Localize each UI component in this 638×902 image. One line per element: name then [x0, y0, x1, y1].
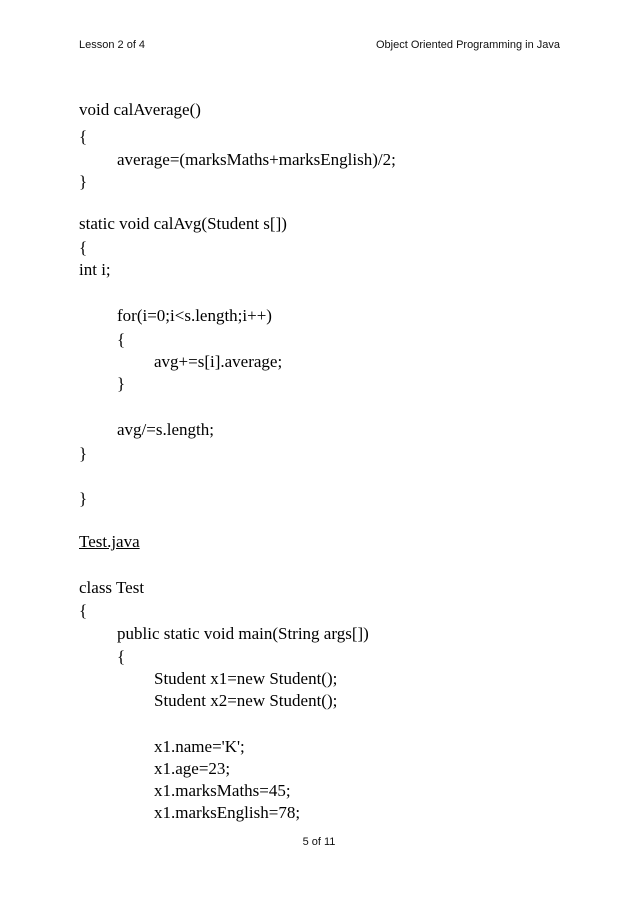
code-line: } — [79, 444, 88, 463]
code-line: { — [117, 330, 126, 349]
file-name-heading: Test.java — [79, 532, 140, 551]
code-line: avg+=s[i].average; — [154, 352, 283, 371]
code-line: for(i=0;i<s.length;i++) — [117, 306, 272, 325]
code-line: { — [79, 238, 88, 257]
code-line: x1.marksEnglish=78; — [154, 803, 301, 822]
header-lesson: Lesson 2 of 4 — [79, 39, 146, 51]
code-line: average=(marksMaths+marksEnglish)/2; — [117, 150, 396, 169]
code-line: x1.marksMaths=45; — [154, 781, 291, 800]
code-line: static void calAvg(Student s[]) — [79, 214, 287, 233]
code-line: } — [117, 374, 126, 393]
code-line: class Test — [79, 578, 145, 597]
code-line: } — [79, 489, 88, 508]
code-line: int i; — [79, 260, 111, 279]
code-line: x1.name='K'; — [154, 737, 245, 756]
code-line: avg/=s.length; — [117, 420, 214, 439]
code-line: { — [117, 647, 126, 666]
code-line: { — [79, 127, 88, 146]
code-line: Student x1=new Student(); — [154, 669, 338, 688]
code-line: x1.age=23; — [154, 759, 231, 778]
code-line: void calAverage() — [79, 100, 201, 119]
header-course-title: Object Oriented Programming in Java — [375, 39, 560, 51]
code-line: { — [79, 601, 88, 620]
page-number: 5 of 11 — [302, 836, 336, 848]
code-line: public static void main(String args[]) — [117, 624, 369, 643]
code-line: Student x2=new Student(); — [154, 691, 338, 710]
code-line: } — [79, 172, 88, 191]
